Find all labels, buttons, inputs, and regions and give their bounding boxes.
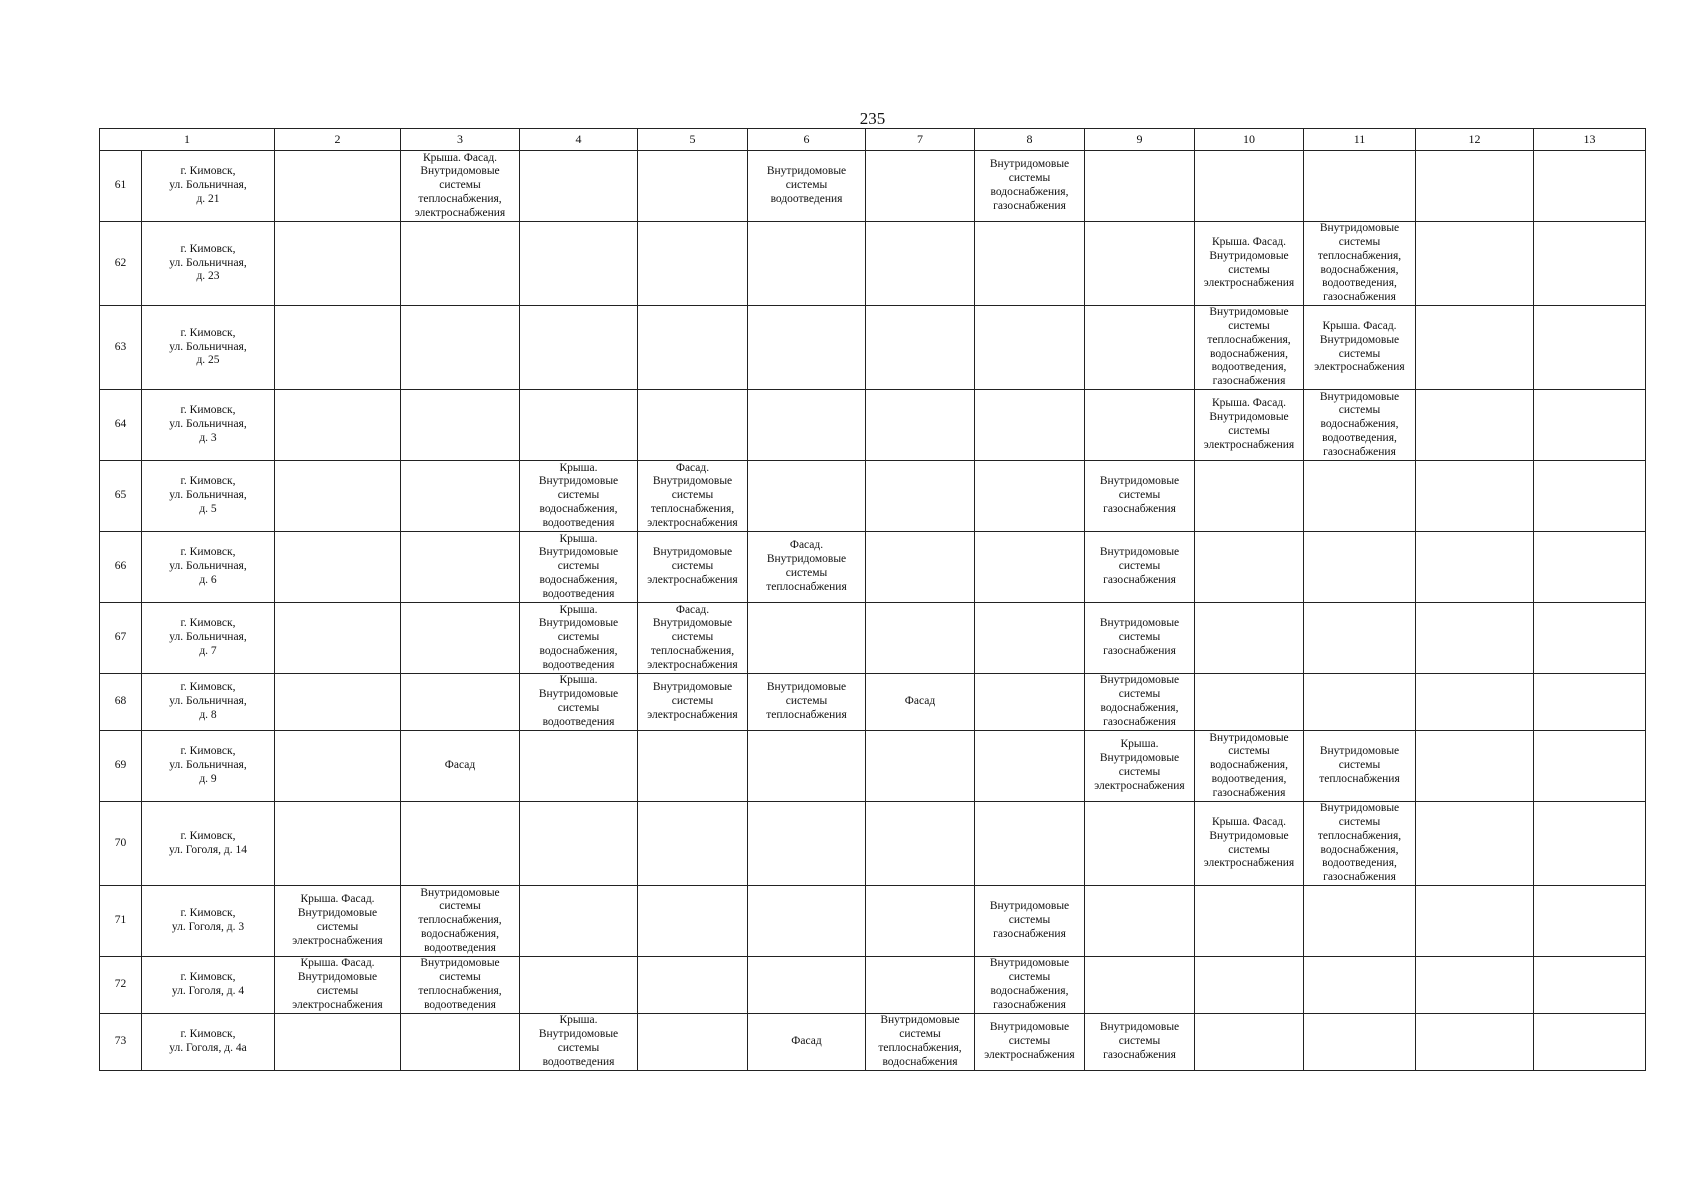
work-type-cell xyxy=(866,390,975,461)
work-type-cell xyxy=(1416,532,1534,603)
work-type-cell xyxy=(275,802,401,886)
address-cell: г. Кимовск, ул. Больничная, д. 25 xyxy=(142,306,275,390)
work-type-cell: Крыша. Фасад. Внутридомовые системы электроснабжения xyxy=(275,957,401,1014)
work-type-cell xyxy=(401,802,520,886)
work-type-cell: Внутридомовые системы теплоснабжения xyxy=(1304,731,1416,802)
table-row xyxy=(100,222,1646,306)
work-type-cell: Крыша. Внутридомовые системы водоотведения xyxy=(520,674,638,731)
page-number: 235 xyxy=(859,109,886,128)
work-type-cell xyxy=(1416,802,1534,886)
work-type-cell xyxy=(748,461,866,532)
table-row xyxy=(100,461,1646,532)
column-header: 10 xyxy=(1195,129,1304,151)
work-type-cell xyxy=(1195,532,1304,603)
work-type-cell xyxy=(748,306,866,390)
work-type-cell: Внутридомовые системы водоотведения xyxy=(748,151,866,222)
work-type-cell xyxy=(1304,886,1416,957)
work-type-cell: Крыша. Внутридомовые системы водоотведения xyxy=(520,1014,638,1071)
work-type-cell xyxy=(1534,461,1646,532)
work-type-cell xyxy=(1304,1014,1416,1071)
row-number-cell: 66 xyxy=(100,532,142,603)
work-type-cell xyxy=(1085,222,1195,306)
work-type-cell xyxy=(866,222,975,306)
row-number-cell: 70 xyxy=(100,802,142,886)
work-type-cell xyxy=(275,532,401,603)
work-type-cell xyxy=(1416,390,1534,461)
row-number-cell: 61 xyxy=(100,151,142,222)
work-type-cell xyxy=(866,151,975,222)
work-type-cell xyxy=(1304,674,1416,731)
work-type-cell xyxy=(866,886,975,957)
work-type-cell xyxy=(275,731,401,802)
table-row xyxy=(100,1014,1646,1071)
work-type-cell xyxy=(1085,957,1195,1014)
work-type-cell xyxy=(1416,957,1534,1014)
row-number-cell: 63 xyxy=(100,306,142,390)
work-type-cell xyxy=(1416,306,1534,390)
work-type-cell xyxy=(638,306,748,390)
work-type-cell xyxy=(1416,151,1534,222)
work-type-cell xyxy=(401,390,520,461)
work-type-cell xyxy=(748,222,866,306)
work-type-cell xyxy=(866,957,975,1014)
work-type-cell xyxy=(1534,886,1646,957)
work-type-cell: Внутридомовые системы водоснабжения, газоснабжения xyxy=(1085,674,1195,731)
address-cell: г. Кимовск, ул. Больничная, д. 6 xyxy=(142,532,275,603)
table-row xyxy=(100,957,1646,1014)
work-type-cell xyxy=(748,390,866,461)
column-number-row xyxy=(100,129,1646,151)
work-type-cell xyxy=(866,802,975,886)
work-type-cell: Крыша. Внутридомовые системы водоснабжения, водоотведения xyxy=(520,532,638,603)
work-type-cell xyxy=(975,603,1085,674)
work-type-cell xyxy=(1195,461,1304,532)
work-type-cell xyxy=(975,731,1085,802)
work-type-cell xyxy=(866,532,975,603)
work-type-cell xyxy=(401,532,520,603)
address-cell: г. Кимовск, ул. Больничная, д. 7 xyxy=(142,603,275,674)
row-number-cell: 71 xyxy=(100,886,142,957)
work-type-cell: Крыша. Фасад. Внутридомовые системы теплоснабжения, электроснабжения xyxy=(401,151,520,222)
work-type-cell xyxy=(401,306,520,390)
work-type-cell xyxy=(520,151,638,222)
work-type-cell xyxy=(520,957,638,1014)
work-type-cell xyxy=(1085,390,1195,461)
work-type-cell xyxy=(638,390,748,461)
work-type-cell xyxy=(975,674,1085,731)
row-number-cell: 73 xyxy=(100,1014,142,1071)
work-type-cell: Внутридомовые системы газоснабжения xyxy=(1085,532,1195,603)
work-type-cell: Фасад xyxy=(866,674,975,731)
work-type-cell xyxy=(638,151,748,222)
work-type-cell xyxy=(275,306,401,390)
work-type-cell xyxy=(1195,674,1304,731)
work-type-cell xyxy=(1195,151,1304,222)
work-type-cell xyxy=(1534,731,1646,802)
work-type-cell: Внутридомовые системы теплоснабжения, водоснабжения, водоотведения, газоснабжения xyxy=(1304,222,1416,306)
work-type-cell xyxy=(401,603,520,674)
work-type-cell: Крыша. Фасад. Внутридомовые системы электроснабжения xyxy=(1304,306,1416,390)
work-type-cell xyxy=(275,461,401,532)
work-type-cell xyxy=(401,222,520,306)
work-type-cell xyxy=(1534,390,1646,461)
work-type-cell xyxy=(1416,731,1534,802)
column-header: 9 xyxy=(1085,129,1195,151)
work-type-cell xyxy=(520,802,638,886)
work-type-cell xyxy=(401,674,520,731)
work-type-cell: Внутридомовые системы теплоснабжения, водоснабжения xyxy=(866,1014,975,1071)
work-type-cell: Внутридомовые системы электроснабжения xyxy=(975,1014,1085,1071)
work-type-cell: Внутридомовые системы теплоснабжения, водоснабжения, водоотведения xyxy=(401,886,520,957)
address-cell: г. Кимовск, ул. Больничная, д. 8 xyxy=(142,674,275,731)
work-type-cell: Внутридомовые системы теплоснабжения, водоснабжения, водоотведения, газоснабжения xyxy=(1195,306,1304,390)
work-type-cell xyxy=(275,603,401,674)
work-type-cell xyxy=(1416,603,1534,674)
column-header: 7 xyxy=(866,129,975,151)
work-type-cell: Крыша. Внутридомовые системы водоснабжения, водоотведения xyxy=(520,461,638,532)
work-type-cell xyxy=(1195,957,1304,1014)
work-type-cell xyxy=(748,603,866,674)
work-type-cell xyxy=(1304,151,1416,222)
work-type-cell xyxy=(866,603,975,674)
table-row xyxy=(100,886,1646,957)
address-cell: г. Кимовск, ул. Гоголя, д. 14 xyxy=(142,802,275,886)
column-header: 12 xyxy=(1416,129,1534,151)
row-number-cell: 72 xyxy=(100,957,142,1014)
table-row xyxy=(100,802,1646,886)
table-row xyxy=(100,603,1646,674)
column-header: 2 xyxy=(275,129,401,151)
work-type-cell xyxy=(1085,802,1195,886)
row-number-cell: 68 xyxy=(100,674,142,731)
work-type-cell: Крыша. Фасад. Внутридомовые системы электроснабжения xyxy=(1195,222,1304,306)
work-type-cell: Крыша. Фасад. Внутридомовые системы электроснабжения xyxy=(1195,390,1304,461)
work-type-cell: Фасад. Внутридомовые системы теплоснабжения, электроснабжения xyxy=(638,461,748,532)
column-header: 4 xyxy=(520,129,638,151)
work-type-cell: Крыша. Внутридомовые системы электроснабжения xyxy=(1085,731,1195,802)
work-type-cell xyxy=(866,306,975,390)
work-type-cell xyxy=(1416,222,1534,306)
work-type-cell xyxy=(275,151,401,222)
work-type-cell xyxy=(975,222,1085,306)
work-type-cell: Внутридомовые системы газоснабжения xyxy=(1085,1014,1195,1071)
work-type-cell xyxy=(638,731,748,802)
table-row xyxy=(100,674,1646,731)
column-header: 11 xyxy=(1304,129,1416,151)
work-type-cell: Внутридомовые системы теплоснабжения, водоснабжения, водоотведения, газоснабжения xyxy=(1304,802,1416,886)
work-type-cell xyxy=(275,390,401,461)
work-type-cell xyxy=(1534,151,1646,222)
work-type-cell: Фасад xyxy=(401,731,520,802)
work-type-cell xyxy=(1304,603,1416,674)
work-type-cell xyxy=(1195,1014,1304,1071)
work-type-cell: Крыша. Фасад. Внутридомовые системы электроснабжения xyxy=(275,886,401,957)
work-type-cell xyxy=(520,390,638,461)
work-type-cell: Внутридомовые системы водоснабжения, водоотведения, газоснабжения xyxy=(1304,390,1416,461)
work-type-cell xyxy=(520,306,638,390)
table-row xyxy=(100,390,1646,461)
work-type-cell xyxy=(1534,674,1646,731)
work-type-cell xyxy=(520,886,638,957)
work-type-cell xyxy=(1304,532,1416,603)
work-type-cell xyxy=(748,957,866,1014)
address-cell: г. Кимовск, ул. Больничная, д. 23 xyxy=(142,222,275,306)
work-type-cell xyxy=(275,674,401,731)
work-type-cell xyxy=(748,802,866,886)
work-type-cell xyxy=(1534,802,1646,886)
work-type-cell xyxy=(866,731,975,802)
work-type-cell: Внутридомовые системы газоснабжения xyxy=(975,886,1085,957)
table-row xyxy=(100,306,1646,390)
work-type-cell xyxy=(1534,222,1646,306)
work-type-cell xyxy=(1304,461,1416,532)
work-type-cell xyxy=(638,1014,748,1071)
address-cell: г. Кимовск, ул. Больничная, д. 9 xyxy=(142,731,275,802)
address-cell: г. Кимовск, ул. Гоголя, д. 4 xyxy=(142,957,275,1014)
work-type-cell xyxy=(1416,886,1534,957)
column-header: 8 xyxy=(975,129,1085,151)
work-type-cell xyxy=(638,957,748,1014)
column-header: 5 xyxy=(638,129,748,151)
work-type-cell xyxy=(1085,151,1195,222)
work-type-cell xyxy=(1534,1014,1646,1071)
work-type-cell xyxy=(975,461,1085,532)
address-cell: г. Кимовск, ул. Больничная, д. 5 xyxy=(142,461,275,532)
column-header: 13 xyxy=(1534,129,1646,151)
work-type-cell: Фасад. Внутридомовые системы теплоснабжения, электроснабжения xyxy=(638,603,748,674)
work-type-cell xyxy=(975,390,1085,461)
work-type-cell xyxy=(401,461,520,532)
work-type-cell: Внутридомовые системы теплоснабжения, водоотведения xyxy=(401,957,520,1014)
work-type-cell xyxy=(275,222,401,306)
work-type-cell xyxy=(520,222,638,306)
column-header: 6 xyxy=(748,129,866,151)
work-type-cell xyxy=(975,306,1085,390)
work-type-cell xyxy=(1416,461,1534,532)
row-number-cell: 62 xyxy=(100,222,142,306)
address-cell: г. Кимовск, ул. Больничная, д. 3 xyxy=(142,390,275,461)
work-type-cell: Крыша. Фасад. Внутридомовые системы электроснабжения xyxy=(1195,802,1304,886)
work-type-cell xyxy=(1195,886,1304,957)
work-type-cell xyxy=(401,1014,520,1071)
work-type-cell xyxy=(1304,957,1416,1014)
work-type-cell xyxy=(1195,603,1304,674)
row-number-cell: 67 xyxy=(100,603,142,674)
work-type-cell: Внутридомовые системы водоснабжения, газоснабжения xyxy=(975,151,1085,222)
work-type-cell xyxy=(520,731,638,802)
work-type-cell xyxy=(748,731,866,802)
work-type-cell xyxy=(1534,957,1646,1014)
address-cell: г. Кимовск, ул. Больничная, д. 21 xyxy=(142,151,275,222)
work-type-cell xyxy=(275,1014,401,1071)
work-type-cell xyxy=(1534,532,1646,603)
row-number-cell: 64 xyxy=(100,390,142,461)
work-type-cell: Внутридомовые системы газоснабжения xyxy=(1085,461,1195,532)
work-type-cell: Фасад. Внутридомовые системы теплоснабжения xyxy=(748,532,866,603)
work-type-cell xyxy=(1085,306,1195,390)
row-number-cell: 69 xyxy=(100,731,142,802)
work-type-cell: Внутридомовые системы водоснабжения, водоотведения, газоснабжения xyxy=(1195,731,1304,802)
work-type-cell xyxy=(1085,886,1195,957)
work-type-cell xyxy=(1534,306,1646,390)
work-type-cell xyxy=(638,886,748,957)
work-type-cell xyxy=(748,886,866,957)
table-row xyxy=(100,532,1646,603)
work-type-cell: Крыша. Внутридомовые системы водоснабжения, водоотведения xyxy=(520,603,638,674)
repair-schedule-table xyxy=(99,128,1646,1071)
work-type-cell xyxy=(638,802,748,886)
address-cell: г. Кимовск, ул. Гоголя, д. 3 xyxy=(142,886,275,957)
work-type-cell xyxy=(866,461,975,532)
work-type-cell xyxy=(975,532,1085,603)
work-type-cell: Внутридомовые системы газоснабжения xyxy=(1085,603,1195,674)
address-cell: г. Кимовск, ул. Гоголя, д. 4а xyxy=(142,1014,275,1071)
work-type-cell xyxy=(1416,674,1534,731)
work-type-cell xyxy=(1416,1014,1534,1071)
table-row xyxy=(100,731,1646,802)
work-type-cell: Внутридомовые системы теплоснабжения xyxy=(748,674,866,731)
row-number-cell: 65 xyxy=(100,461,142,532)
work-type-cell: Внутридомовые системы водоснабжения, газоснабжения xyxy=(975,957,1085,1014)
work-type-cell: Внутридомовые системы электроснабжения xyxy=(638,532,748,603)
column-header: 3 xyxy=(401,129,520,151)
column-header: 1 xyxy=(100,129,275,151)
work-type-cell xyxy=(1534,603,1646,674)
work-type-cell: Внутридомовые системы электроснабжения xyxy=(638,674,748,731)
work-type-cell xyxy=(638,222,748,306)
work-type-cell xyxy=(975,802,1085,886)
table-row xyxy=(100,151,1646,222)
work-type-cell: Фасад xyxy=(748,1014,866,1071)
